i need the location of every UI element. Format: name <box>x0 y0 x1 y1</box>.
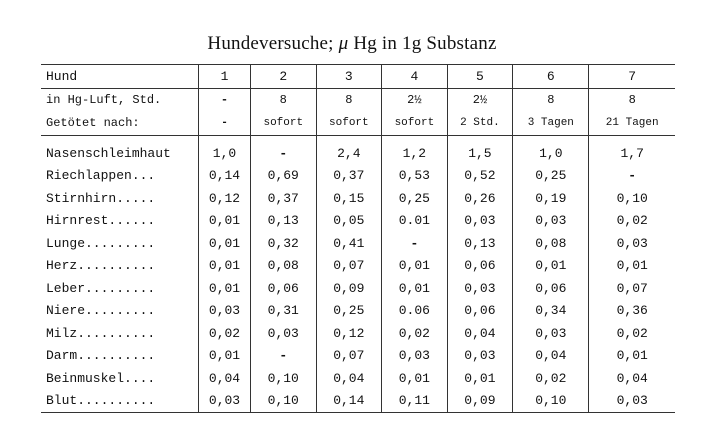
table-row <box>41 255 675 278</box>
value-cell: 0,04 <box>199 367 251 390</box>
value-cell: 0,07 <box>316 255 382 278</box>
value-cell: 0,37 <box>251 187 317 210</box>
value-cell: 0.06 <box>382 300 448 323</box>
header-luft-cell: 8 <box>628 92 636 107</box>
header-luft-cell: - <box>199 88 251 111</box>
value-cell: 0,01 <box>382 367 448 390</box>
table-row <box>41 165 675 188</box>
value-cell: 0,07 <box>316 345 382 368</box>
value-cell: 0,03 <box>199 300 251 323</box>
value-cell: 0,26 <box>447 187 513 210</box>
value-cell: 0,08 <box>251 255 317 278</box>
value-cell: 0,01 <box>382 277 448 300</box>
header-hund-cell: 2 <box>251 65 317 89</box>
value-cell: 0,01 <box>199 210 251 233</box>
value-cell: 0,14 <box>199 165 251 188</box>
table-body <box>41 65 675 413</box>
value-cell: 0,03 <box>199 390 251 413</box>
header-row-luft <box>41 88 675 111</box>
value-cell: 0,25 <box>513 165 589 188</box>
value-cell: 0,03 <box>447 345 513 368</box>
value-cell: 1,0 <box>513 136 589 165</box>
value-cell: 0,06 <box>447 300 513 323</box>
value-cell: 0,03 <box>251 322 317 345</box>
value-cell: 0,15 <box>316 187 382 210</box>
value-cell: 1,7 <box>620 145 644 161</box>
value-cell: 2,4 <box>316 136 382 165</box>
value-cell: 0,08 <box>513 232 589 255</box>
row-label: Milz.......... <box>41 322 199 345</box>
header-getoetet-cell: - <box>199 111 251 136</box>
table-title <box>0 33 704 55</box>
header-label-hund: Hund <box>41 65 199 89</box>
value-cell: 0,13 <box>251 210 317 233</box>
header-luft-cell: 8 <box>513 88 589 111</box>
table-row <box>41 367 675 390</box>
value-cell: 0,09 <box>447 390 513 413</box>
header-hund-cell: 6 <box>513 65 589 89</box>
row-label: Lunge......... <box>41 232 199 255</box>
value-cell: 0,37 <box>316 165 382 188</box>
header-hund-cell: 5 <box>447 65 513 89</box>
value-cell: 0,52 <box>447 165 513 188</box>
value-cell: 0,04 <box>447 322 513 345</box>
header-getoetet-cell: 2 Std. <box>447 111 513 136</box>
value-cell: 0,01 <box>199 255 251 278</box>
header-hund-cell: 1 <box>199 65 251 89</box>
header-getoetet-cell: 21 Tagen <box>589 111 675 136</box>
value-cell: 0,25 <box>316 300 382 323</box>
value-cell: 1,0 <box>199 136 251 165</box>
value-cell: 0,03 <box>382 345 448 368</box>
header-getoetet-cell: sofort <box>316 111 382 136</box>
header-luft-cell: 8 <box>316 88 382 111</box>
header-luft-cell: 2½ <box>382 88 448 111</box>
value-cell: 0,01 <box>199 277 251 300</box>
value-cell: 0,01 <box>199 232 251 255</box>
value-cell: 0,10 <box>251 367 317 390</box>
header-row-getoetet <box>41 111 675 136</box>
value-cell: 0,02 <box>513 367 589 390</box>
value-cell: 0,69 <box>251 165 317 188</box>
header-getoetet-cell: sofort <box>251 111 317 136</box>
header-hund-cell: 3 <box>316 65 382 89</box>
title-text-pre: Hundeversuche; <box>207 33 339 54</box>
row-label: Herz.......... <box>41 255 199 278</box>
row-label: Hirnrest...... <box>41 210 199 233</box>
table-row <box>41 232 675 255</box>
value-cell: 0,03 <box>589 390 675 413</box>
value-cell: - <box>251 136 317 165</box>
value-cell: - <box>628 168 637 184</box>
value-cell: 0,01 <box>447 367 513 390</box>
value-cell: 0,10 <box>513 390 589 413</box>
value-cell: 0,01 <box>382 255 448 278</box>
header-luft-cell: 8 <box>251 88 317 111</box>
value-cell: 0,01 <box>513 255 589 278</box>
table-row <box>41 345 675 368</box>
value-cell: 0,04 <box>316 367 382 390</box>
value-cell: 0,10 <box>616 190 648 206</box>
table-row <box>41 136 675 165</box>
value-cell: 0,02 <box>616 325 648 341</box>
value-cell: 0,03 <box>513 210 589 233</box>
value-cell: 0,31 <box>251 300 317 323</box>
header-luft-cell: 2½ <box>447 88 513 111</box>
row-label: Niere......... <box>41 300 199 323</box>
header-row-hund <box>41 65 675 89</box>
value-cell: 0,06 <box>251 277 317 300</box>
header-hund-cell: 7 <box>589 65 675 89</box>
row-label: Riechlappen... <box>41 165 199 188</box>
value-cell: 0,07 <box>616 280 648 296</box>
value-cell: 1,5 <box>447 136 513 165</box>
row-label: Nasenschleimhaut <box>41 136 199 165</box>
value-cell: 0,03 <box>447 277 513 300</box>
value-cell: 1,2 <box>382 136 448 165</box>
value-cell: 0,03 <box>447 210 513 233</box>
row-label: Blut.......... <box>41 390 199 413</box>
table-row <box>41 277 675 300</box>
table-row <box>41 390 675 413</box>
value-cell: 0,04 <box>513 345 589 368</box>
value-cell: 0,10 <box>251 390 317 413</box>
value-cell: 0,02 <box>616 213 648 229</box>
value-cell: 0,03 <box>513 322 589 345</box>
row-label: Beinmuskel.... <box>41 367 199 390</box>
header-getoetet-cell: sofort <box>382 111 448 136</box>
title-mu-symbol: μ <box>338 33 349 54</box>
value-cell: - <box>382 232 448 255</box>
value-cell: 0,01 <box>616 258 648 274</box>
value-cell: 0,13 <box>447 232 513 255</box>
value-cell: 0.01 <box>382 210 448 233</box>
row-label: Darm.......... <box>41 345 199 368</box>
header-getoetet-cell: 3 Tagen <box>513 111 589 136</box>
value-cell: 0,19 <box>513 187 589 210</box>
value-cell: 0,09 <box>316 277 382 300</box>
row-label: Leber......... <box>41 277 199 300</box>
table-row <box>41 322 675 345</box>
value-cell: 0,02 <box>382 322 448 345</box>
table-row <box>41 187 675 210</box>
value-cell: 0,03 <box>616 235 648 251</box>
value-cell: 0,12 <box>316 322 382 345</box>
data-table <box>41 64 675 413</box>
value-cell: 0,05 <box>316 210 382 233</box>
row-label: Stirnhirn..... <box>41 187 199 210</box>
value-cell: 0,32 <box>251 232 317 255</box>
value-cell: 0,06 <box>447 255 513 278</box>
header-hund-cell: 4 <box>382 65 448 89</box>
table-row <box>41 210 675 233</box>
value-cell: 0,11 <box>382 390 448 413</box>
value-cell: 0,01 <box>616 348 648 364</box>
header-label-luft: in Hg-Luft, Std. <box>41 88 199 111</box>
value-cell: 0,02 <box>199 322 251 345</box>
header-label-getoetet: Getötet nach: <box>41 111 199 136</box>
value-cell: 0,06 <box>513 277 589 300</box>
value-cell: 0,25 <box>382 187 448 210</box>
value-cell: - <box>251 345 317 368</box>
value-cell: 0,36 <box>616 303 648 319</box>
value-cell: 0,34 <box>513 300 589 323</box>
title-text-post: Hg in 1g Substanz <box>348 33 497 54</box>
value-cell: 0,14 <box>316 390 382 413</box>
value-cell: 0,41 <box>316 232 382 255</box>
table-row <box>41 300 675 323</box>
value-cell: 0,12 <box>199 187 251 210</box>
value-cell: 0,04 <box>616 370 648 386</box>
value-cell: 0,53 <box>382 165 448 188</box>
value-cell: 0,01 <box>199 345 251 368</box>
